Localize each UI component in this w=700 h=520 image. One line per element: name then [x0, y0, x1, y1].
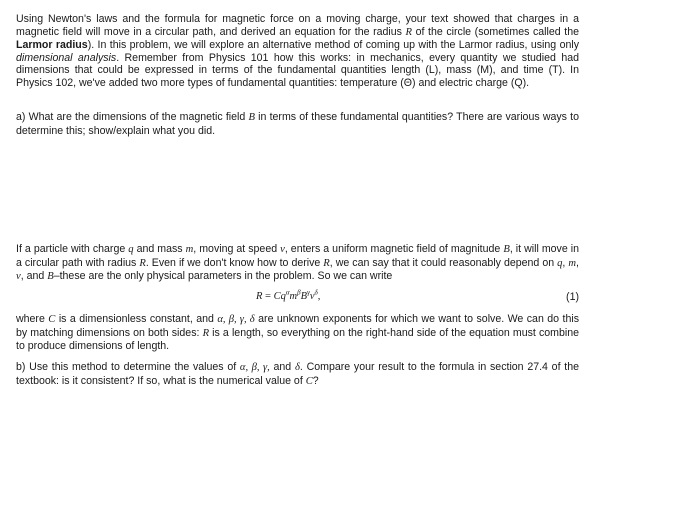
text: , [562, 256, 569, 269]
italic-term: dimensional analysis [16, 51, 117, 64]
math-variable: α, β, γ, δ [217, 314, 255, 325]
eq-exp-delta: δ [314, 288, 318, 297]
bold-term: Larmor radius [16, 39, 88, 52]
text: , [576, 256, 579, 269]
text: , moving at speed [193, 243, 281, 255]
math-variable: m [568, 257, 577, 269]
text: and [269, 361, 295, 373]
math-variable: R [202, 327, 210, 339]
math-variable: δ [294, 362, 300, 373]
text: –these are the only physical parameters in the problem. So we can write [53, 270, 393, 283]
eq-exp-beta: β [297, 288, 301, 297]
text: and mass [133, 243, 186, 255]
math-variable: α, β, γ, [239, 362, 270, 373]
eq-var-b: B [300, 291, 308, 302]
text: , we can say that it could reasonably depend on [329, 256, 558, 269]
math-variable: R [139, 257, 146, 269]
text: of the circle (sometimes called the [412, 25, 579, 38]
eq-exp-gamma: γ [307, 288, 310, 297]
equation-1 [0, 288, 700, 305]
explanation-paragraph [16, 313, 579, 353]
eq-var-m: m [289, 291, 298, 302]
text: If a particle with charge [16, 243, 129, 255]
math-variable: R [405, 26, 413, 38]
math-variable: v [280, 244, 285, 255]
math-variable: B [47, 271, 54, 283]
math-variable: C [305, 375, 313, 387]
text: , enters a uniform magnetic field of magnitude [284, 243, 504, 255]
text: a) What are the dimensions of the magnetic field [16, 111, 249, 123]
eq-sign: = [262, 291, 274, 302]
eq-var-v: v [309, 291, 315, 302]
text: b) Use this method to determine the values of [16, 361, 240, 373]
equation-expression [256, 288, 321, 304]
text: are unknown exponents for which we want to solve. We can do this by matching dimensions on both sides: [16, 313, 579, 339]
intro-paragraph [16, 13, 579, 90]
text: where [16, 313, 49, 325]
math-variable: q [557, 257, 563, 269]
equation-number: (1) [566, 291, 579, 303]
eq-var-q: q [280, 291, 286, 302]
text: . Remember from Physics 101 how this works: in mechanics, every quantity we studied had dimensions that could be expressed in terms of the fundamental quantities length (L), mass (M), and time (T). In Physics 102, we've added two more types of fundamental quantities: temperature (Θ) and electric charge (Q). [16, 51, 580, 89]
part-a-question [16, 111, 579, 137]
eq-lhs: R [256, 291, 263, 302]
eq-end: , [317, 291, 321, 302]
math-variable: C [48, 314, 56, 325]
text: , it will move in a circular path with radius [16, 243, 579, 269]
math-variable: B [503, 244, 510, 255]
text: is a dimensionless constant, and [55, 313, 218, 325]
part-b-question [16, 361, 579, 388]
text: . Compare your result to the formula in section 27.4 of the textbook: is it consistent? If so, what is the numerical value of [16, 361, 579, 387]
setup-paragraph [16, 243, 579, 284]
math-variable: m [185, 244, 194, 255]
text: ? [312, 374, 319, 387]
text: is a length, so everything on the right-hand side of the equation must combine to produce dimensions of length. [16, 326, 579, 353]
eq-exp-alpha: α [285, 288, 290, 297]
text: ). In this problem, we will explore an alternative method of coming up with the Larmor radius, using only [87, 39, 580, 52]
math-variable: v [16, 271, 21, 283]
text: in terms of these fundamental quantities? There are various ways to determine this; show/explain what you did. [16, 111, 579, 137]
math-variable: R [323, 257, 330, 269]
eq-constant: C [273, 291, 281, 302]
text: . Even if we don't know how to derive [145, 256, 324, 269]
math-variable: B [248, 112, 255, 123]
text: , and [20, 270, 48, 283]
text: Using Newton's laws and the formula for magnetic force on a moving charge, your text showed that charges in a magnetic field will move in a circular path, and derived an equation for the radius [16, 13, 579, 38]
math-variable: q [128, 244, 134, 255]
